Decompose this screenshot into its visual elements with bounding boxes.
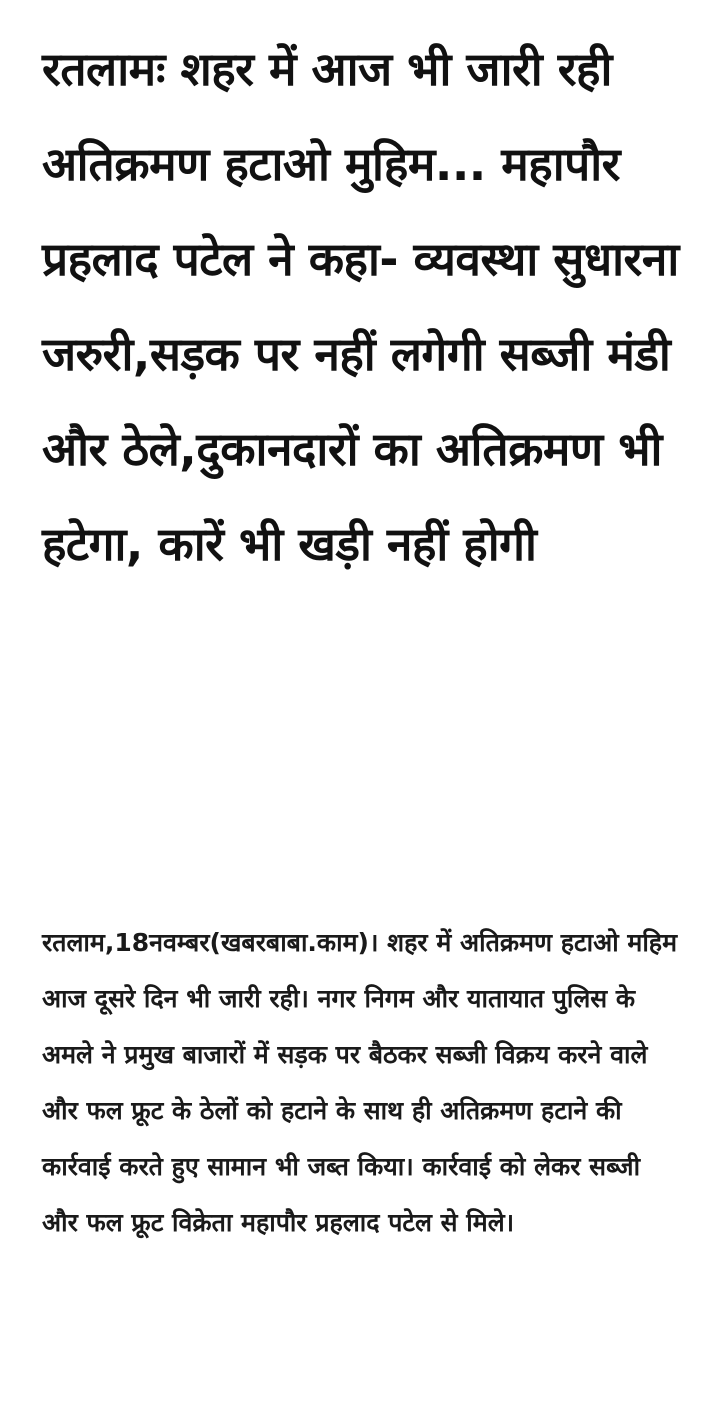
article-headline: रतलामः शहर में आज भी जारी रही अतिक्रमण हटाओ मुहिम... महापौर प्रहलाद पटेल ने कहा- व्यवस्था सुधारना जरुरी,सड़क पर नहीं लगेगी सब्जी मंडी और ठेले,दुकानदारों का अतिक्रमण भी हटेगा, कारें भी खड़ी नहीं होगी — [42, 42, 679, 571]
article-body: रतलाम,18नवम्बर(खबरबाबा.काम)। शहर में अतिक्रमण हटाओ महिम आज दूसरे दिन भी जारी रही। नगर निगम और यातायात पुलिस के अमले ने प्रमुख बाजारों में सड़क पर बैठकर सब्जी विक्रय करने वाले और फल फ्रूट के ठेलों को हटाने के साथ ही अतिक्रमण हटाने की कार्रवाई करते हुए सामान भी जब्त किया। कार्रवाई को लेकर सब्जी और फल फ्रूट विक्रेता महापौर प्रहलाद पटेल से मिले। — [42, 928, 678, 1237]
article-header — [42, 22, 692, 592]
